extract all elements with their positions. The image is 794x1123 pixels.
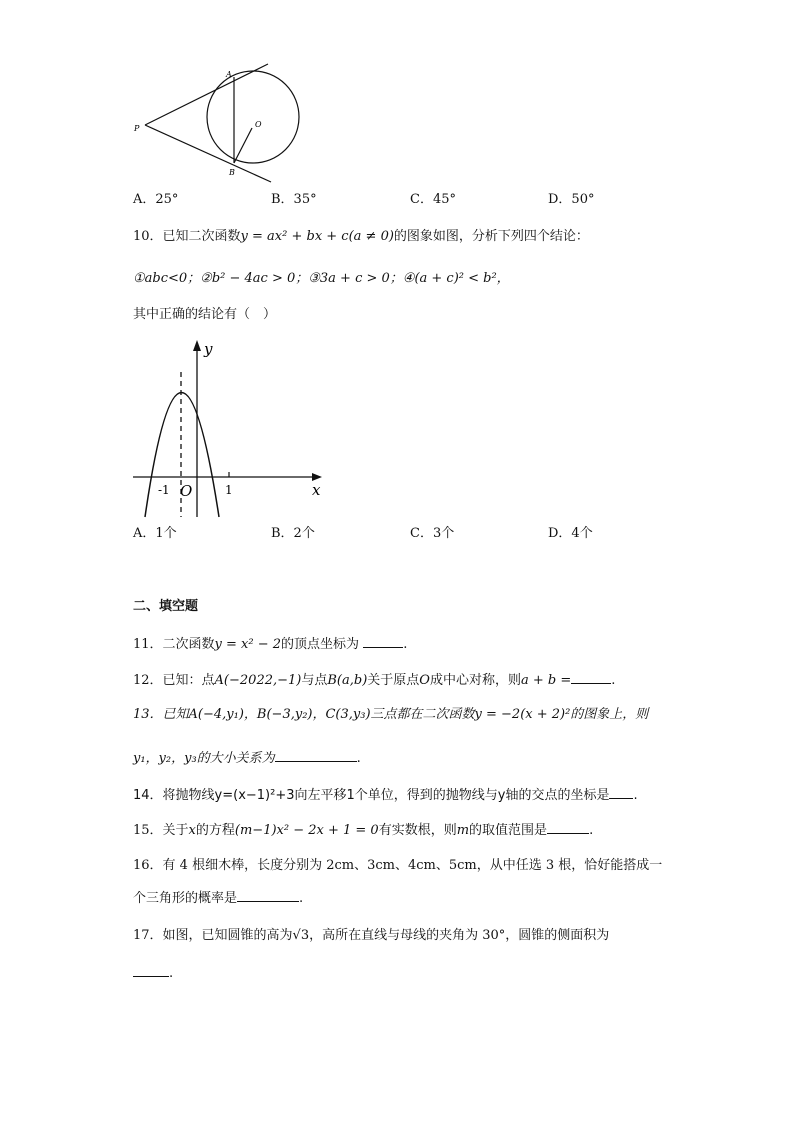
x-axis-label: x: [312, 481, 321, 499]
q10-option-d: D．4个: [548, 526, 593, 541]
q10-question: 其中正确的结论有（ ）: [133, 307, 277, 322]
q10-stem-text-2: 的图象如图，分析下列四个结论：: [393, 229, 589, 244]
tangent-circle-figure: [130, 60, 310, 185]
tangent-pb: [145, 125, 271, 182]
q11: 11．二次函数y = x² − 2的顶点坐标为 .: [133, 637, 408, 652]
y-axis-label: y: [204, 340, 213, 358]
radius-ob: [234, 128, 252, 163]
q10-option-a: A．1个: [133, 526, 177, 541]
origin-label: O: [180, 482, 193, 500]
q13-line2: y₁，y₂，y₃的大小关系为 .: [133, 751, 361, 766]
x-axis-arrow: [312, 473, 322, 481]
q12-answer-blank[interactable]: [571, 671, 611, 684]
q10-option-b: B．2个: [271, 526, 315, 541]
tick-label-neg-one: -1: [158, 483, 170, 497]
q16-answer-blank[interactable]: [237, 889, 299, 902]
label-o: O: [255, 120, 262, 129]
q10-formula: y = ax² + bx + c(a ≠ 0): [240, 229, 394, 244]
q10-stem-text: 10．已知二次函数: [133, 229, 241, 244]
q9-option-d: D．50°: [548, 192, 595, 207]
q17-line2: .: [133, 964, 173, 983]
q16-line2: 个三角形的概率是 .: [133, 891, 304, 906]
q13-answer-blank[interactable]: [275, 749, 357, 762]
q10-conclusions: ①abc<0；②b² − 4ac > 0；③3a + c > 0；④(a + c)² < b²，: [133, 271, 510, 286]
y-axis-arrow: [193, 340, 201, 351]
section-fill-in-title: 二、填空题: [133, 599, 199, 614]
q15-answer-blank[interactable]: [547, 821, 589, 834]
label-b: B: [229, 168, 235, 177]
q16-line1: 16．有 4 根细木棒，长度分别为 2cm、3cm、4cm、5cm，从中任选 3 根，恰好能搭成一: [133, 858, 663, 873]
q10-stem: [133, 228, 589, 246]
q17-answer-blank[interactable]: [133, 964, 169, 977]
q10-option-c: C．3个: [410, 526, 455, 541]
q9-option-b: B．35°: [271, 192, 317, 207]
q13-line1: 13．已知A(−4,y₁)，B(−3,y₂)，C(3,y₃)三点都在二次函数y = −2(x + 2)²的图象上，则: [133, 707, 649, 722]
tick-label-one: 1: [225, 483, 233, 497]
label-a: A: [226, 70, 232, 79]
circle-o: [207, 71, 299, 163]
q12: 12．已知：点A(−2022,−1)与点B(a,b)关于原点O成中心对称，则a + b = .: [133, 673, 616, 688]
parabola-graph: [130, 338, 330, 520]
q14: 14．将抛物线y=(x−1)²+3向左平移1个单位，得到的抛物线与y轴的交点的坐标是 .: [133, 788, 638, 803]
q9-option-a: A．25°: [133, 192, 179, 207]
label-p: P: [134, 124, 140, 133]
q15: 15．关于x的方程(m−1)x² − 2x + 1 = 0有实数根，则m的取值范围是 .: [133, 823, 594, 838]
q9-option-c: C．45°: [410, 192, 456, 207]
q11-answer-blank[interactable]: [363, 635, 403, 648]
q14-answer-blank[interactable]: [609, 786, 633, 799]
q17-line1: 17．如图，已知圆锥的高为√3，高所在直线与母线的夹角为 30°，圆锥的侧面积为: [133, 928, 610, 943]
